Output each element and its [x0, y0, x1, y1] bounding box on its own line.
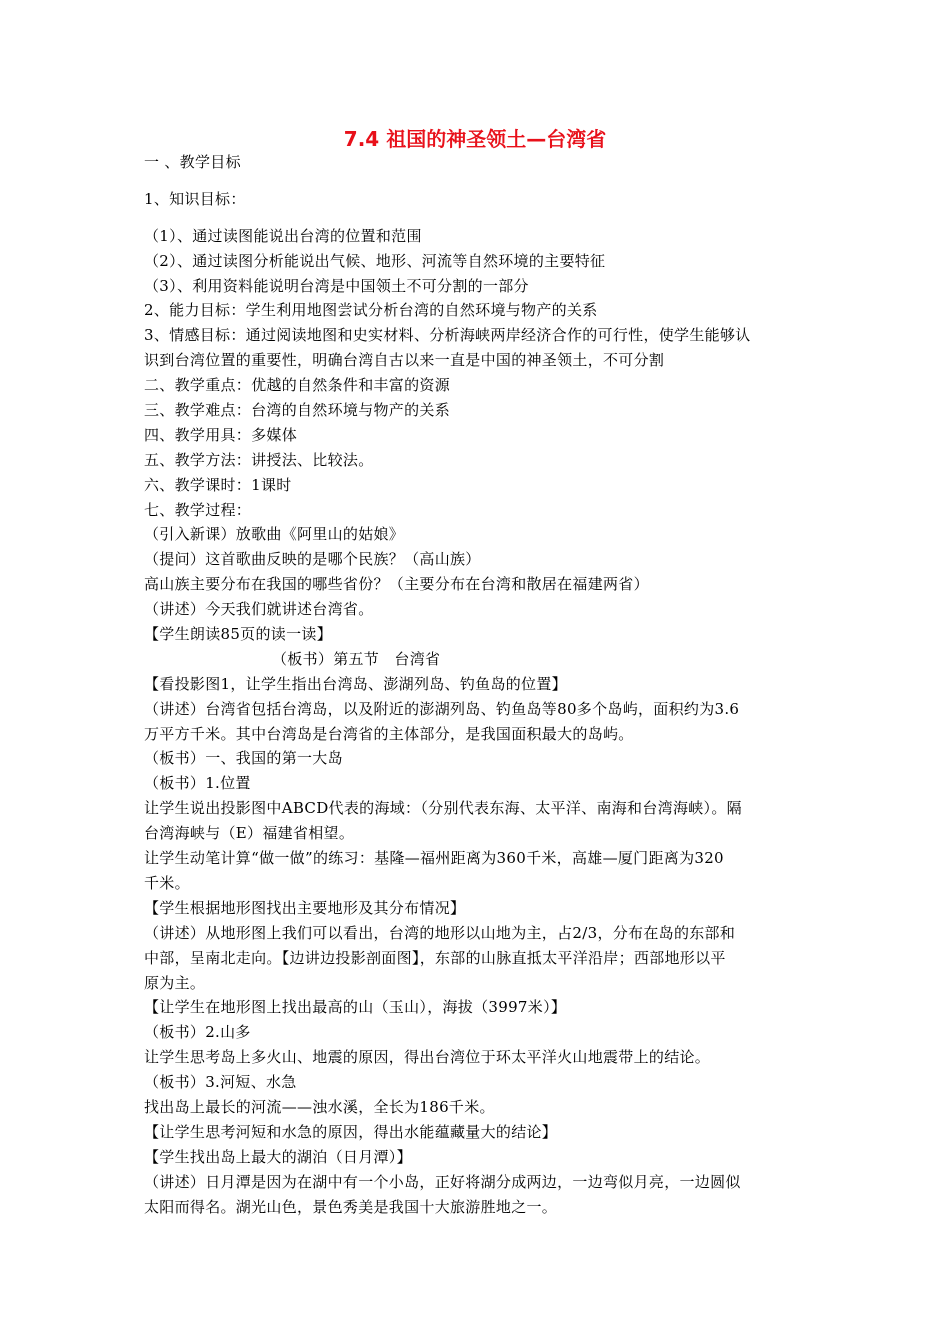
text-line: 【学生找出岛上最大的湖泊（日月潭）】: [144, 1147, 412, 1166]
text-line: （板书）2.山多: [144, 1023, 251, 1042]
text-line: 五、教学方法：讲授法、比较法。: [144, 450, 374, 469]
text-line: 【学生朗读85页的读一读】: [144, 625, 332, 644]
section-heading-objectives: 一 、教学目标: [144, 153, 241, 171]
text-line: 四、教学用具：多媒体: [144, 425, 298, 444]
text-line: 3、情感目标：通过阅读地图和史实材料、分析海峡两岸经济合作的可行性，使学生能够认: [144, 326, 751, 345]
page-title: 7.4 祖国的神圣领土—台湾省: [343, 127, 607, 151]
text-line: （提问）这首歌曲反映的是哪个民族？（高山族）: [144, 550, 481, 569]
text-line: （引入新课）放歌曲《阿里山的姑娘》: [144, 525, 405, 544]
text-line: 2、能力目标：学生利用地图尝试分析台湾的自然环境与物产的关系: [144, 301, 598, 320]
text-line: 让学生说出投影图中ABCD代表的海域：（分别代表东海、太平洋、南海和台湾海峡）。隔: [144, 799, 742, 818]
text-line: （2）、通过读图分析能说出气候、地形、河流等自然环境的主要特征: [144, 251, 606, 270]
text-line: 中部，呈南北走向。【边讲边投影剖面图】，东部的山脉直抵太平洋沿岸；西部地形以平: [144, 948, 726, 967]
text-line: 识到台湾位置的重要性，明确台湾自古以来一直是中国的神圣领土，不可分割: [144, 351, 665, 370]
text-line: （1）、通过读图能说出台湾的位置和范围: [144, 226, 422, 245]
text-line: 原为主。: [144, 973, 206, 992]
document-body: [144, 150, 810, 1219]
text-line: 台湾海峡与（E）福建省相望。: [144, 824, 355, 843]
text-line: 太阳而得名。湖光山色，景色秀美是我国十大旅游胜地之一。: [144, 1197, 558, 1216]
text-line: 【让学生思考河短和水急的原因，得出水能蕴藏量大的结论】: [144, 1122, 558, 1141]
text-line: 让学生动笔计算“做一做”的练习：基隆—福州距离为360千米，高雄—厦门距离为320: [144, 849, 724, 868]
board-heading-section: （板书）第五节 台湾省: [272, 649, 441, 668]
text-line: （讲述）从地形图上我们可以看出，台湾的地形以山地为主，占2/3，分布在岛的东部和: [144, 923, 736, 942]
text-line: （讲述）日月潭是因为在湖中有一个小岛，正好将湖分成两边，一边弯似月亮，一边圆似: [144, 1172, 741, 1191]
text-line: 【让学生在地形图上找出最高的山（玉山），海拔（3997米）】: [144, 998, 567, 1017]
text-line: 1、知识目标：: [144, 189, 246, 208]
text-line: 让学生思考岛上多火山、地震的原因，得出台湾位于环太平洋火山地震带上的结论。: [144, 1048, 711, 1067]
text-line: 万平方千米。其中台湾岛是台湾省的主体部分，是我国面积最大的岛屿。: [144, 724, 634, 743]
text-line: （3）、利用资料能说明台湾是中国领土不可分割的一部分: [144, 276, 529, 295]
text-line: （板书）1.位置: [144, 774, 251, 793]
text-line: 六、教学课时：1课时: [144, 475, 292, 494]
text-line: 三、教学难点：台湾的自然环境与物产的关系: [144, 401, 451, 420]
text-line: 千米。: [144, 873, 190, 892]
text-line: 找出岛上最长的河流——浊水溪，全长为186千米。: [144, 1097, 495, 1116]
text-line: 【学生根据地形图找出主要地形及其分布情况】: [144, 898, 466, 917]
text-line: （讲述）今天我们就讲述台湾省。: [144, 600, 374, 619]
text-line: 高山族主要分布在我国的哪些省份？（主要分布在台湾和散居在福建两省）: [144, 575, 649, 594]
text-line: 七、教学过程：: [144, 500, 252, 519]
text-line: （板书）3.河短、水急: [144, 1073, 297, 1092]
text-line: 二、教学重点：优越的自然条件和丰富的资源: [144, 376, 451, 395]
spacer: [144, 212, 810, 224]
spacer: [144, 175, 810, 187]
text-line: （讲述）台湾省包括台湾岛，以及附近的澎湖列岛、钓鱼岛等80多个岛屿，面积约为3.6: [144, 699, 740, 718]
text-line: （板书）一、我国的第一大岛: [144, 749, 343, 768]
text-line: 【看投影图1，让学生指出台湾岛、澎湖列岛、钓鱼岛的位置】: [144, 674, 567, 693]
